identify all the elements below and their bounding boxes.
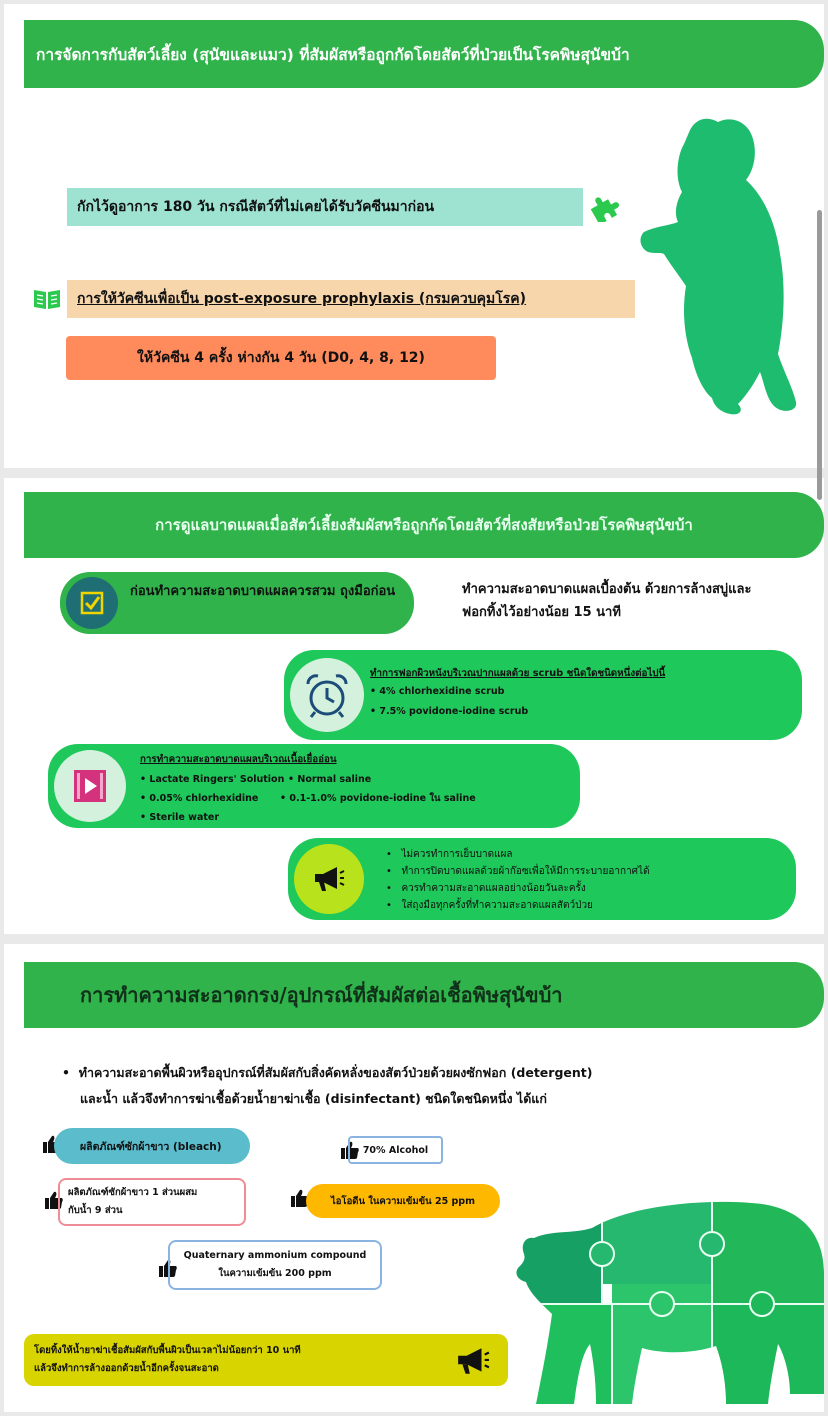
notes-box: [288, 838, 796, 920]
slide-wound-care: [4, 478, 824, 934]
list-item: • 4% chlorhexidine scrub: [370, 682, 528, 702]
slide-pet-management: [4, 4, 824, 468]
footer-line-2: แล้วจึงทำการล้างออกด้วยน้ำอีกครั้งจนสะอาด: [34, 1363, 219, 1374]
bleach-mix-tag: [58, 1178, 246, 1226]
section1-title: การจัดการกับสัตว์เลี้ยง (สุนัขและแมว) ที่สัมผัสหรือถูกกัดโดยสัตว์ที่ป่วยเป็นโรคพิษสุนัขบ้า: [36, 45, 630, 64]
list-item: • 0.1-1.0% povidone-iodine ใน saline: [280, 793, 476, 804]
tissue-box: [48, 744, 580, 828]
megaphone-icon: [313, 865, 345, 893]
video-play-icon-circle: [54, 750, 126, 822]
pep-label: การให้วัคซีนเพื่อเป็น post-exposure prophylaxis (กรมควบคุมโรค): [77, 291, 527, 307]
alcohol-text: 70% Alcohol: [362, 1144, 429, 1156]
iodine-tag: [306, 1184, 500, 1218]
initial-clean-text: ทำความสะอาดบาดแผลเบื้องต้น ด้วยการล้างสบู่และฟอกทิ้งไว้อย่างน้อย 15 นาที: [462, 582, 752, 620]
gloves-box: [60, 572, 414, 634]
video-play-icon: [72, 768, 108, 804]
list-item: • ไม่ควรทำการเย็บบาดแผล: [386, 849, 513, 860]
vaccine-schedule-box: [66, 336, 496, 380]
intro-line-1: • ทำความสะอาดพื้นผิวหรืออุปกรณ์ที่สัมผัสกับสิ่งคัดหลั่งของสัตว์ป่วยด้วยผงซักฟอก (detergent): [62, 1065, 593, 1080]
book-icon: [32, 287, 62, 311]
list-item: • Sterile water: [140, 812, 220, 823]
section3-banner: [24, 962, 824, 1028]
quat-tag: [168, 1240, 382, 1290]
list-item: • 7.5% povidone-iodine scrub: [370, 702, 528, 722]
vertical-scrollbar[interactable]: [817, 210, 822, 500]
alarm-clock-icon: [302, 670, 352, 720]
bleach-text: ผลิตภัณฑ์ซักผ้าขาว (bleach): [80, 1140, 222, 1153]
scrub-box: [284, 650, 802, 740]
alcohol-tag: [348, 1136, 443, 1164]
bleach-mix-line-2: กับน้ำ 9 ส่วน: [68, 1205, 123, 1216]
bear-silhouette-icon: [634, 114, 804, 419]
quat-line-1: Quaternary ammonium compound: [183, 1250, 367, 1261]
list-item: • ทำการปิดบาดแผลด้วยผ้าก๊อซเพื่อให้มีการระบายอากาศได้: [386, 866, 650, 877]
slide-cage-cleaning: [4, 944, 824, 1412]
bleach-tag: [54, 1128, 250, 1164]
iodine-text: ไอโอดีน ในความเข้มข้น 25 ppm: [330, 1195, 475, 1207]
bleach-mix-line-1: ผลิตภัณฑ์ซักผ้าขาว 1 ส่วนผสม: [68, 1187, 198, 1198]
section3-title: การทำความสะอาดกรง/อุปกรณ์ที่สัมผัสต่อเชื้อพิษสุนัขบ้า: [80, 983, 563, 1007]
list-item: • Lactate Ringers' Solution: [140, 774, 285, 785]
intro-line-2: และน้ำ แล้วจึงทำการฆ่าเชื้อด้วยน้ำยาฆ่าเชื้อ (disinfectant) ชนิดใดชนิดหนึ่ง ได้แก่: [80, 1091, 547, 1106]
contact-time-box: [24, 1334, 508, 1386]
section1-banner: [24, 20, 824, 88]
checkbox-icon: [80, 591, 104, 615]
vaccine-schedule-text: ให้วัคซีน 4 ครั้ง ห่างกัน 4 วัน (D0, 4, 8, 12): [137, 350, 425, 366]
quat-line-2: ในความเข้มข้น 200 ppm: [218, 1268, 332, 1279]
list-item: • Normal saline: [288, 774, 372, 785]
megaphone-icon-circle: [294, 844, 364, 914]
list-item: • ใส่ถุงมือทุกครั้งที่ทำความสะอาดแผลสัตว์ป่วย: [386, 900, 593, 911]
pep-box: [67, 280, 635, 318]
list-item: • 0.05% chlorhexidine: [140, 793, 259, 804]
checkbox-icon-circle: [66, 577, 118, 629]
puzzle-icon: [588, 190, 622, 222]
section2-banner: [24, 492, 824, 558]
quarantine-box: [67, 188, 583, 226]
footer-line-1: โดยทิ้งให้น้ำยาฆ่าเชื้อสัมผัสกับพื้นผิวเป็นเวลาไม่น้อยกว่า 10 นาที: [34, 1345, 301, 1356]
alarm-clock-icon-circle: [290, 658, 364, 732]
scrub-heading: ทำการฟอกผิวหนังบริเวณปากแผลด้วย scrub ชนิดใดชนิดหนึ่งต่อไปนี้: [370, 668, 666, 679]
scrub-list: [370, 682, 528, 722]
puzzle-bear-icon: [512, 1194, 824, 1406]
list-item: • ควรทำความสะอาดแผลอย่างน้อยวันละครั้ง: [386, 883, 586, 894]
gloves-text: ก่อนทำความสะอาดบาดแผลควรสวม ถุงมือก่อน: [130, 584, 396, 599]
megaphone-icon: [456, 1346, 490, 1376]
quarantine-text: กักไว้ดูอาการ 180 วัน กรณีสัตว์ที่ไม่เคยได้รับวัคซีนมาก่อน: [77, 199, 435, 215]
notes-list: [386, 846, 650, 914]
contact-time-text: [34, 1342, 301, 1378]
section2-title: การดูแลบาดแผลเมื่อสัตว์เลี้ยงสัมผัสหรือถูกกัดโดยสัตว์ที่สงสัยหรือป่วยโรคพิษสุนัขบ้า: [155, 516, 693, 534]
tissue-heading: การทำความสะอาดบาดแผลบริเวณเนื้อเยื่ออ่อน: [140, 754, 337, 765]
cleaning-intro: [62, 1060, 742, 1112]
